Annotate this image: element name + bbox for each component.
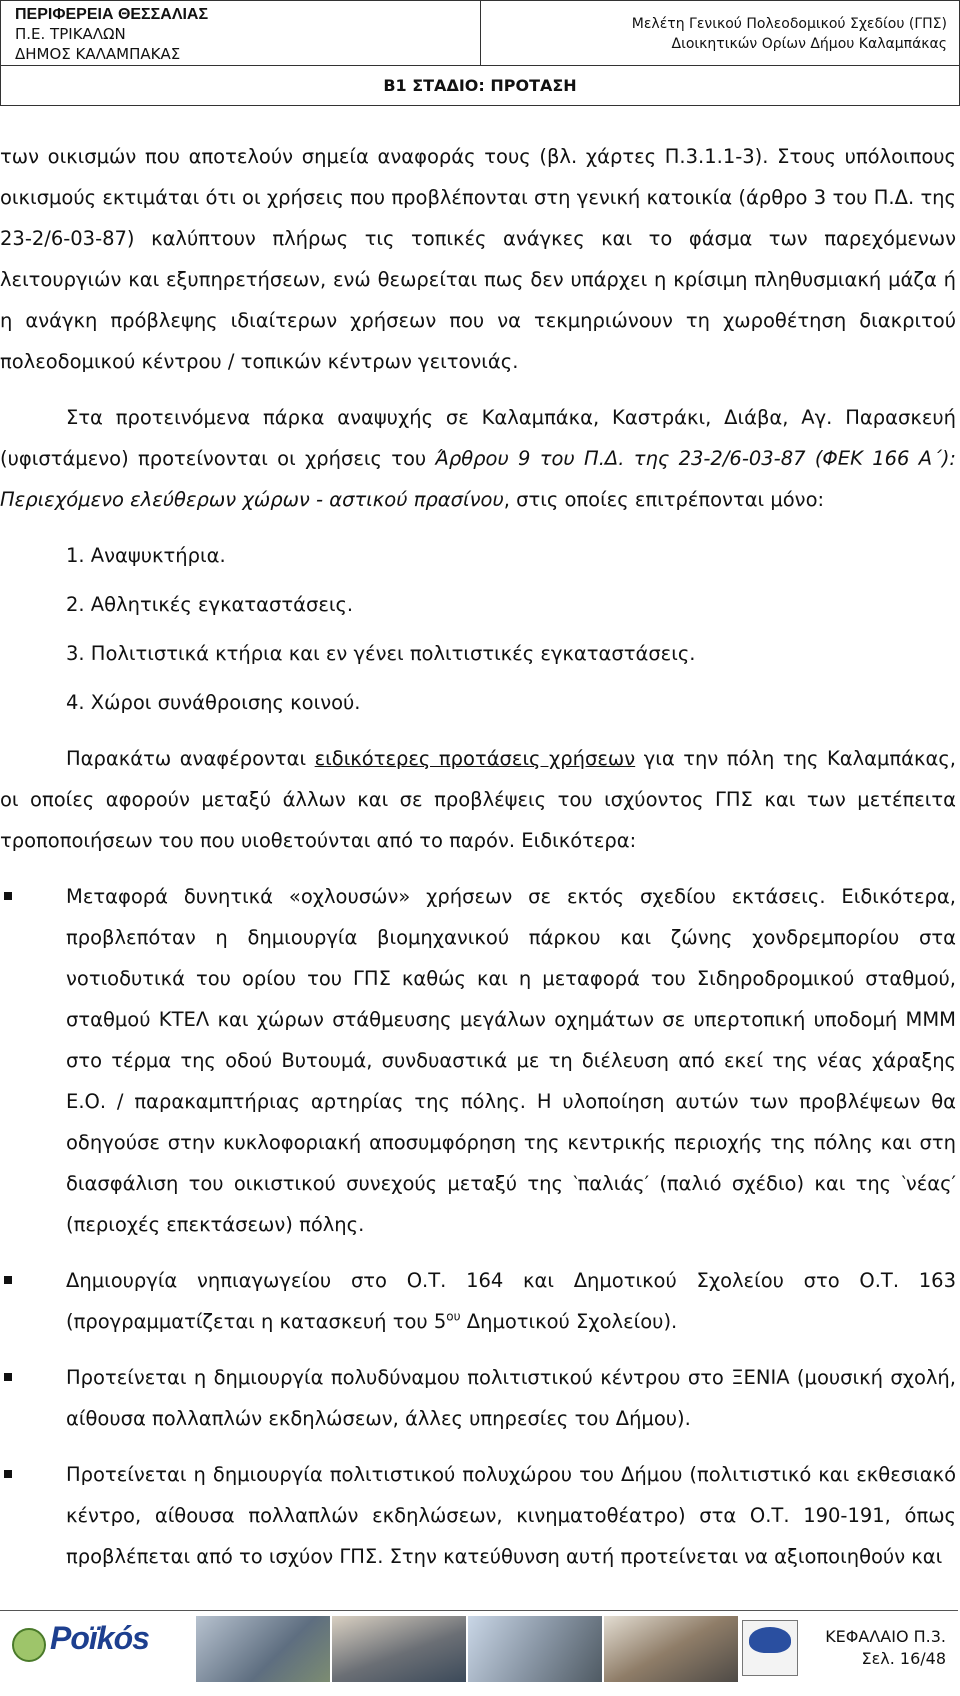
bullet-text: Προτείνεται η δημιουργία πολιτιστικού πολυχώρου του Δήμου (πολιτιστικό και εκθεσιακό κέντρο, αίθουσα πολλαπλών εκδηλώσεων, κινηματοθέατρο) στα Ο.Τ. 190-191, όπως προβλέπεται από το ισχύον ΓΠΣ. Στην κατεύθυνση αυτή προτείνεται να αξιοποιηθούν και — [66, 1463, 956, 1568]
paragraph-2 — [0, 397, 956, 520]
paragraph-3-tail: για την πόλη της Καλαμπάκας, οι οποίες αφορούν μεταξύ άλλων και σε προβλέψεις του ισχύοντος ΓΠΣ και των μετέπειτα τροποποιήσεων του που υιοθετούνται από το παρόν. Ειδικότερα: — [0, 747, 956, 852]
header-municipality: ΔΗΜΟΣ ΚΑΛΑΜΠΑΚΑΣ — [15, 45, 181, 63]
paragraph-3 — [0, 738, 956, 861]
certification-badge — [742, 1620, 798, 1676]
paragraph-2-citation: Άρθρου 9 του Π.Δ. της 23-2/6-03-87 (ΦΕΚ 166 Α΄): Περιεχόμενο ελεύθερων χώρων - αστικού πρασίνου — [0, 447, 956, 511]
footer-photo — [196, 1616, 330, 1682]
paragraph-3-emphasis: ειδικότερες προτάσεις χρήσεων — [314, 747, 636, 770]
page-header — [0, 0, 960, 106]
header-stage: Β1 ΣΤΑΔΙΟ: ΠΡΟΤΑΣΗ — [1, 65, 959, 106]
bullet-text: Μεταφορά δυνητικά «οχλουσών» χρήσεων σε εκτός σχεδίου εκτάσεις. Ειδικότερα, προβλεπόταν η δημιουργία βιομηχανικού πάρκου και ζώνης χονδρεμπορίου στα νοτιοδυτικά του ορίου του ΓΠΣ καθώς και η μεταφορά του Σιδηροδρομικού σταθμού, σταθμού ΚΤΕΛ και χώρων στάθμευσης μεγάλων οχημάτων σε υπερτοπική υποδομή ΜΜΜ στο τέρμα της οδού Βυτουμά, συνδυαστικά με τη διέλευση από εκεί της νέας χάραξης Ε.Ο. / παρακαμπτήριας αρτηρίας της πόλης. Η υλοποίηση αυτών των προβλέψεων θα οδηγούσε στην κυκλοφοριακή αποσυμφόρηση της κεντρικής περιοχής της πόλης και στη διασφάλιση του οικιστικού συνεχούς μεταξύ της ‵παλιάς′ (παλιό σχέδιο) και της ‵νέας′ (περιοχές επεκτάσεων) πόλης. — [66, 885, 956, 1236]
paragraph-3-text: Παρακάτω αναφέρονται — [66, 747, 315, 770]
bullet-text: Δημιουργία νηπιαγωγείου στο Ο.Τ. 164 και Δημοτικού Σχολείου στο Ο.Τ. 163 (προγραμματίζεται η κατασκευή του 5 — [66, 1269, 956, 1333]
footer-photo — [332, 1616, 466, 1682]
chapter-label: ΚΕΦΑΛΑΙΟ Π.3. — [825, 1627, 946, 1646]
footer-page-info — [825, 1626, 946, 1670]
globe-icon — [12, 1628, 46, 1662]
paragraph-2-text: Στα προτεινόμενα πάρκα αναψυχής σε Καλαμπάκα, Καστράκι, Διάβα, Αγ. Παρασκευή (υφιστάμενο) προτείνονται οι χρήσεις του — [0, 406, 956, 470]
footer-photo — [468, 1616, 602, 1682]
certification-icon — [749, 1627, 791, 1653]
bullet-superscript: ου — [446, 1309, 461, 1324]
logo-wordmark: Poïkós — [50, 1620, 149, 1656]
header-study-subtitle: Διοικητικών Ορίων Δήμου Καλαμπάκας — [671, 36, 947, 52]
bullet-square-icon — [4, 1373, 12, 1381]
footer-divider — [0, 1610, 958, 1611]
footer-photo — [604, 1616, 738, 1682]
header-regional-unit: Π.Ε. ΤΡΙΚΑΛΩΝ — [15, 25, 126, 43]
bullet-text: Προτείνεται η δημιουργία πολυδύναμου πολιτιστικού κέντρου στο ΞΕΝΙΑ (μουσική σχολή, αίθουσα πολλαπλών εκδηλώσεων, άλλες υπηρεσίες του Δήμου). — [66, 1366, 956, 1430]
header-organization — [1, 1, 481, 65]
header-region: ΠΕΡΙΦΕΡΕΙΑ ΘΕΣΣΑΛΙΑΣ — [15, 6, 209, 23]
paragraph-1: των οικισμών που αποτελούν σημεία αναφοράς τους (βλ. χάρτες Π.3.1.1-3). Στους υπόλοιπους οικισμούς εκτιμάται ότι οι χρήσεις που προβλέπονται στη γενική κατοικία (άρθρο 3 του Π.Δ. της 23-2/6-03-87) καλύπτουν πλήρως τις τοπικές ανάγκες και το φάσμα των παρεχόμενων λειτουργιών και εξυπηρετήσεων, ενώ θεωρείται πως δεν υπάρχει η κρίσιμη πληθυσμιακή μάζα ή η ανάγκη πρόβλεψης ιδιαίτερων χρήσεων που να τεκμηριώνουν τη χωροθέτηση διακριτού πολεοδομικού κέντρου / τοπικών κέντρων γειτονιάς. — [0, 145, 956, 373]
list-item: 3. Πολιτιστικά κτήρια και εν γένει πολιτιστικές εγκαταστάσεις. — [66, 642, 696, 665]
bullet-item — [0, 876, 956, 1245]
page-number: Σελ. 16/48 — [861, 1649, 946, 1668]
bullet-item — [0, 1454, 956, 1577]
bullet-item — [0, 1357, 956, 1439]
header-study — [481, 1, 959, 65]
list-item: 2. Αθλητικές εγκαταστάσεις. — [66, 593, 354, 616]
company-logo — [12, 1622, 148, 1670]
bullet-square-icon — [4, 892, 12, 900]
footer-photo-strip — [196, 1616, 738, 1682]
document-body — [0, 136, 956, 1577]
list-item: 4. Χώροι συνάθροισης κοινού. — [66, 691, 361, 714]
bullet-item — [0, 1260, 956, 1342]
bullet-square-icon — [4, 1470, 12, 1478]
paragraph-2-tail: , στις οποίες επιτρέπονται μόνο: — [503, 488, 825, 511]
list-item: 1. Αναψυκτήρια. — [66, 544, 226, 567]
bullet-text-tail: Δημοτικού Σχολείου). — [460, 1310, 678, 1333]
header-study-title: Μελέτη Γενικού Πολεοδομικού Σχεδίου (ΓΠΣ) — [631, 16, 947, 32]
bullet-square-icon — [4, 1276, 12, 1284]
